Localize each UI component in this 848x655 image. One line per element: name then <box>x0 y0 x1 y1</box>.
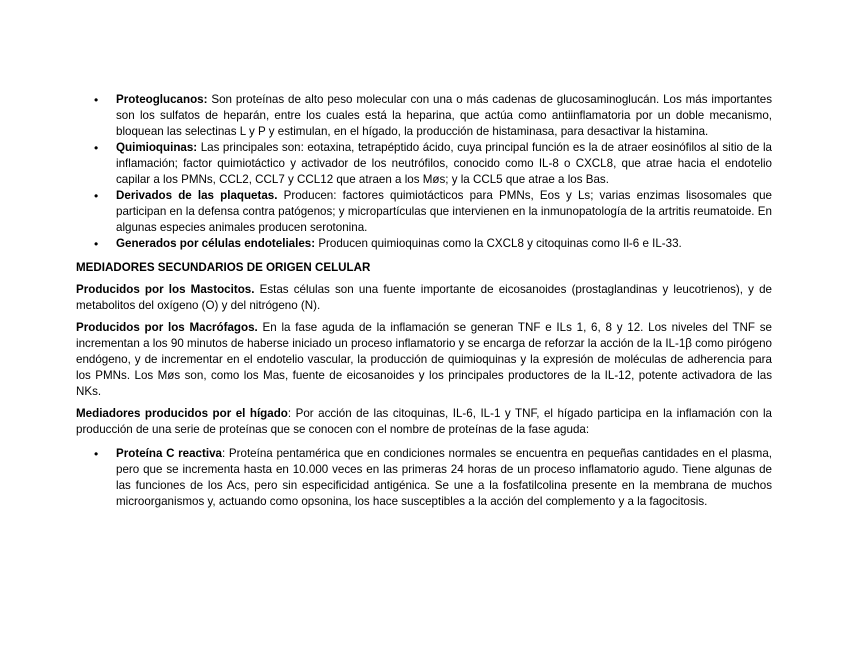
list-item-term: Proteína C reactiva <box>116 447 222 460</box>
paragraph-text: En la fase aguda de la inflamación se generan TNF e ILs 1, 6, 8 y 12. Los niveles del TNF se incrementan a los 90 minutos de haberse iniciado un proceso inflamatorio y se encarga de reforzar la acción de la IL-1β como pirógeno endógeno, y de incrementar en el endotelio vascular, la producción de quimioquinas y la expresión de moléculas de adherencia para los PMNs. Los Møs son, como los Mas, fuente de eicosanoides y los principales productores de la IL-12, potente activadora de las NKs. <box>76 321 773 398</box>
list-item-term: Proteoglucanos: <box>116 93 208 106</box>
list-item <box>76 92 772 140</box>
paragraph-higado <box>76 406 772 438</box>
list-item <box>76 188 772 236</box>
section-heading: MEDIADORES SECUNDARIOS DE ORIGEN CELULAR <box>76 261 371 274</box>
bullet-list-acute-phase <box>76 446 772 510</box>
paragraph-text: Estas células son una fuente importante de eicosanoides (prostaglandinas y leucotrienos), y de metabolitos del oxígeno (O) y del nitrógeno (N). <box>76 283 772 312</box>
list-item-text: Las principales son: eotaxina, tetrapéptido ácido, cuya principal función es la de atraer eosinófilos al sitio de la inflamación; factor quimiotáctico y activador de los neutrófilos, conocido como IL-8 o CXCL8, que atrae hacia el endotelio capilar a los PMNs, CCL2, CCL7 y CCL12 que atraen a los Møs; y la CCL5 que atrae a los Bas. <box>116 141 772 186</box>
list-item-text: Producen: factores quimiotácticos para PMNs, Eos y Ls; varias enzimas lisosomales que participan en la defensa contra patógenos; y micropartículas que intervienen en la inmunopatología de la artritis reumatoide. En algunas especies animales producen serotonina. <box>116 189 772 234</box>
list-item-text: Son proteínas de alto peso molecular con una o más cadenas de glucosaminoglucán. Los más importantes son los sulfatos de heparán, entre los cuales está la heparina, que actúa como antiinflamatoria por un doble mecanismo, bloquean las selectinas L y P y estimulan, en el hígado, la producción de histaminasa, para desactivar la histamina. <box>116 93 772 138</box>
list-item <box>76 236 772 252</box>
paragraph-term: Mediadores producidos por el hígado <box>76 407 288 420</box>
paragraph-term: Producidos por los Macrófagos. <box>76 321 258 334</box>
paragraph-term: Producidos por los Mastocitos. <box>76 283 255 296</box>
paragraph-macrofagos <box>76 320 772 400</box>
list-item-term: Derivados de las plaquetas. <box>116 189 278 202</box>
paragraph-text: : Por acción de las citoquinas, IL-6, IL-1 y TNF, el hígado participa en la inflamación con la producción de una serie de proteínas que se conocen con el nombre de proteínas de la fase aguda: <box>76 407 773 436</box>
list-item-term: Generados por células endoteliales: <box>116 237 316 250</box>
bullet-list-mediators <box>76 92 772 252</box>
list-item <box>76 446 772 510</box>
list-item <box>76 140 772 188</box>
paragraph-mastocitos <box>76 282 772 314</box>
page-content <box>76 92 772 510</box>
list-item-term: Quimioquinas: <box>116 141 198 154</box>
list-item-text: : Proteína pentamérica que en condiciones normales se encuentra en pequeñas cantidades en el plasma, pero que se incrementa hasta en 10.000 veces en las primeras 24 horas de un proceso inflamatorio agudo. Tiene algunas de las funciones de los Acs, pero sin especificidad antigénica. Se une a la fosfatilcolina presente en la membrana de muchos microorganismos y, actuando como opsonina, los hace susceptibles a la acción del complemento y a la fagocitosis. <box>116 447 772 508</box>
list-item-text: Producen quimioquinas como la CXCL8 y citoquinas como Il-6 e IL-33. <box>315 237 682 250</box>
